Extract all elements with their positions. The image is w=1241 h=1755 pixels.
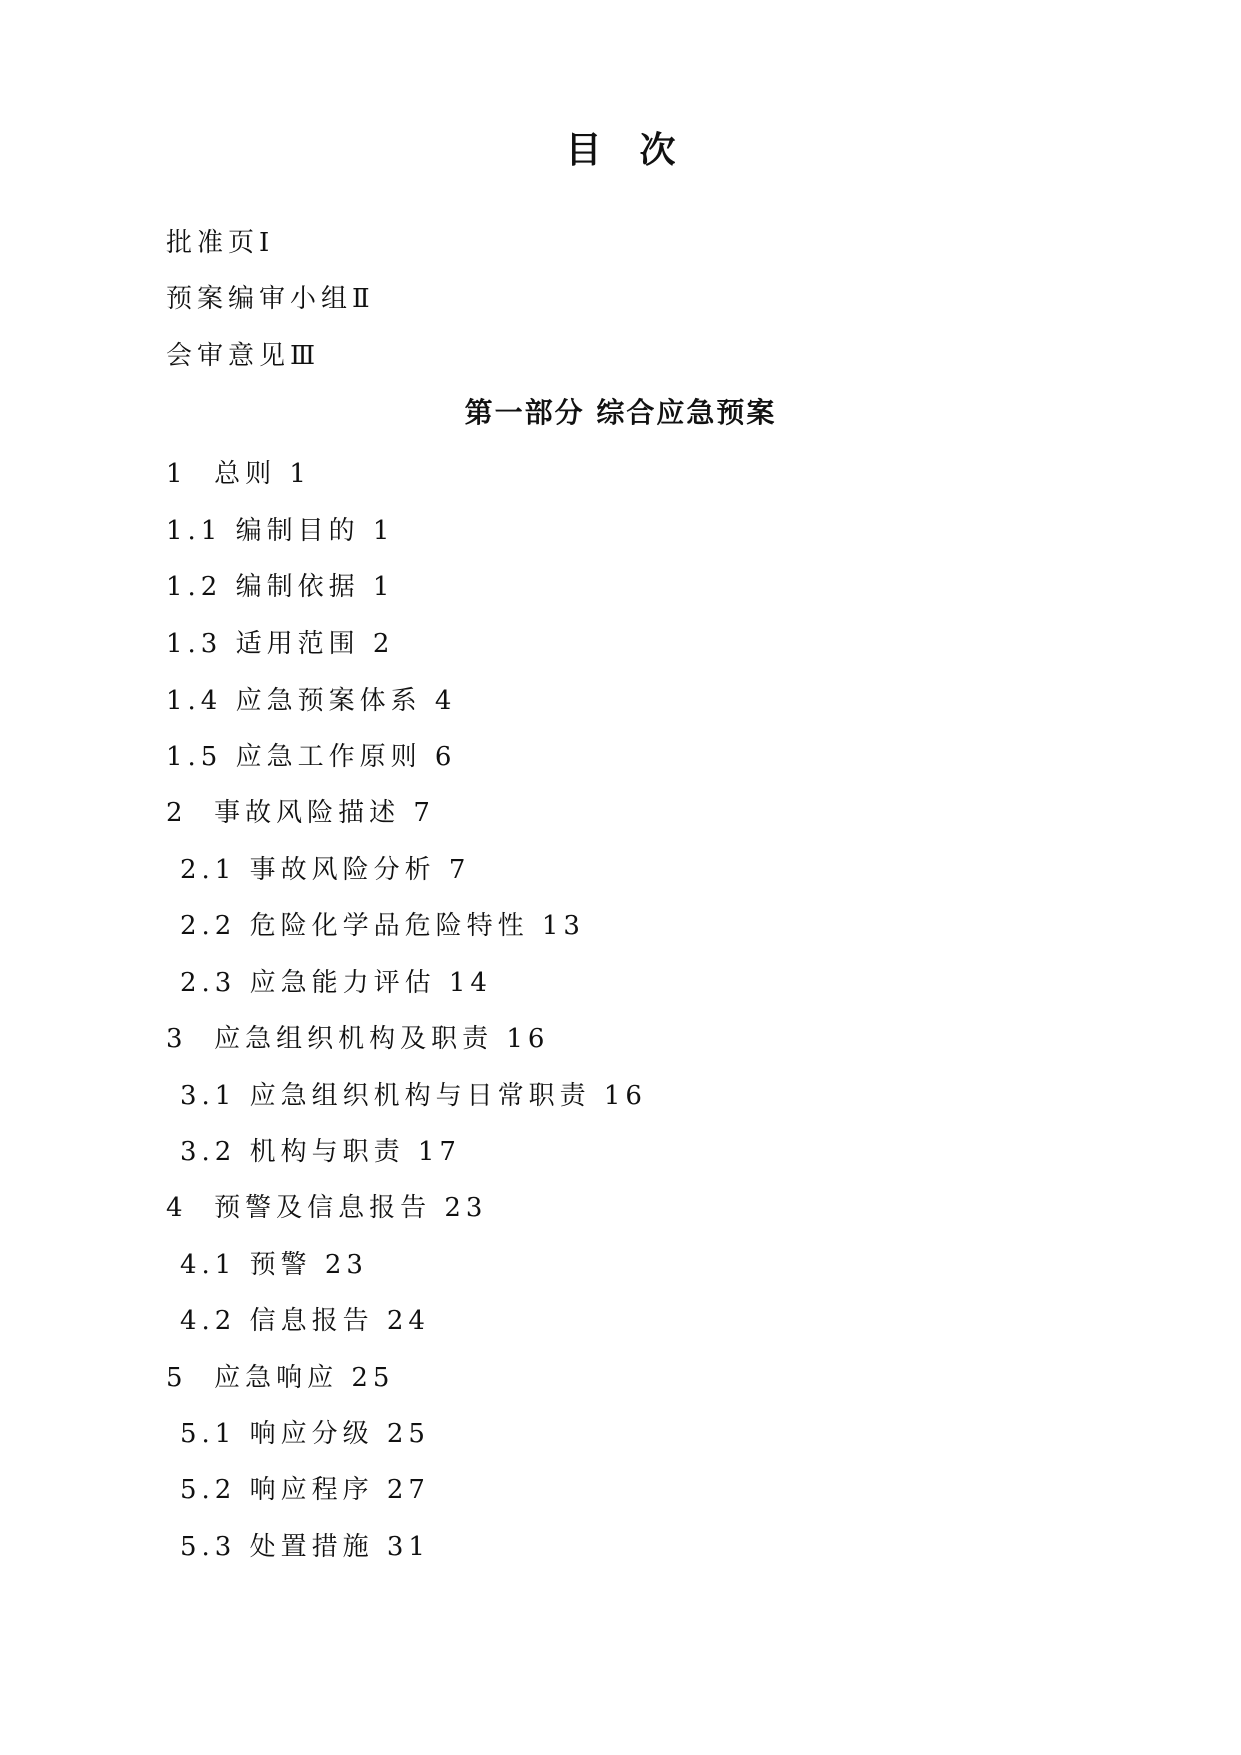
toc-entry[interactable]: 1.3 适用范围 2 (166, 629, 395, 659)
toc-entry[interactable]: 1.5 应急工作原则 6 (166, 742, 457, 772)
part-heading: 第一部分 综合应急预案 (464, 396, 777, 429)
toc-entry[interactable]: 3.2 机构与职责 17 (180, 1137, 461, 1167)
toc-entry[interactable]: 1 总则 1 (166, 459, 311, 489)
toc-entry[interactable]: 5.3 处置措施 31 (180, 1532, 430, 1562)
toc-entry[interactable]: 4.1 预警 23 (180, 1250, 368, 1280)
toc-entry[interactable]: 2 事故风险描述 7 (166, 798, 435, 828)
toc-entry[interactable]: 1.2 编制依据 1 (166, 572, 395, 602)
toc-entry[interactable]: 3.1 应急组织机构与日常职责 16 (180, 1081, 647, 1111)
toc-entry[interactable]: 5.1 响应分级 25 (180, 1419, 430, 1449)
toc-entry[interactable]: 2.2 危险化学品危险特性 13 (180, 911, 585, 941)
toc-entry[interactable]: 1.1 编制目的 1 (166, 516, 395, 546)
toc-entry[interactable]: 4.2 信息报告 24 (180, 1306, 430, 1336)
toc-entry[interactable]: 3 应急组织机构及职责 16 (166, 1024, 550, 1054)
toc-entry[interactable]: 1.4 应急预案体系 4 (166, 686, 457, 716)
toc-entry[interactable]: 4 预警及信息报告 23 (166, 1193, 488, 1223)
toc-entry[interactable]: 2.3 应急能力评估 14 (180, 968, 492, 998)
toc-entry-review-group[interactable]: 预案编审小组Ⅱ (166, 284, 375, 314)
page-title: 目次 (565, 129, 714, 171)
toc-entry[interactable]: 2.1 事故风险分析 7 (180, 855, 471, 885)
toc-entry-approval-page[interactable]: 批准页Ⅰ (166, 228, 275, 258)
toc-entry[interactable]: 5 应急响应 25 (166, 1363, 395, 1393)
toc-entry-review-opinion[interactable]: 会审意见Ⅲ (166, 341, 321, 371)
toc-entry[interactable]: 5.2 响应程序 27 (180, 1475, 430, 1505)
